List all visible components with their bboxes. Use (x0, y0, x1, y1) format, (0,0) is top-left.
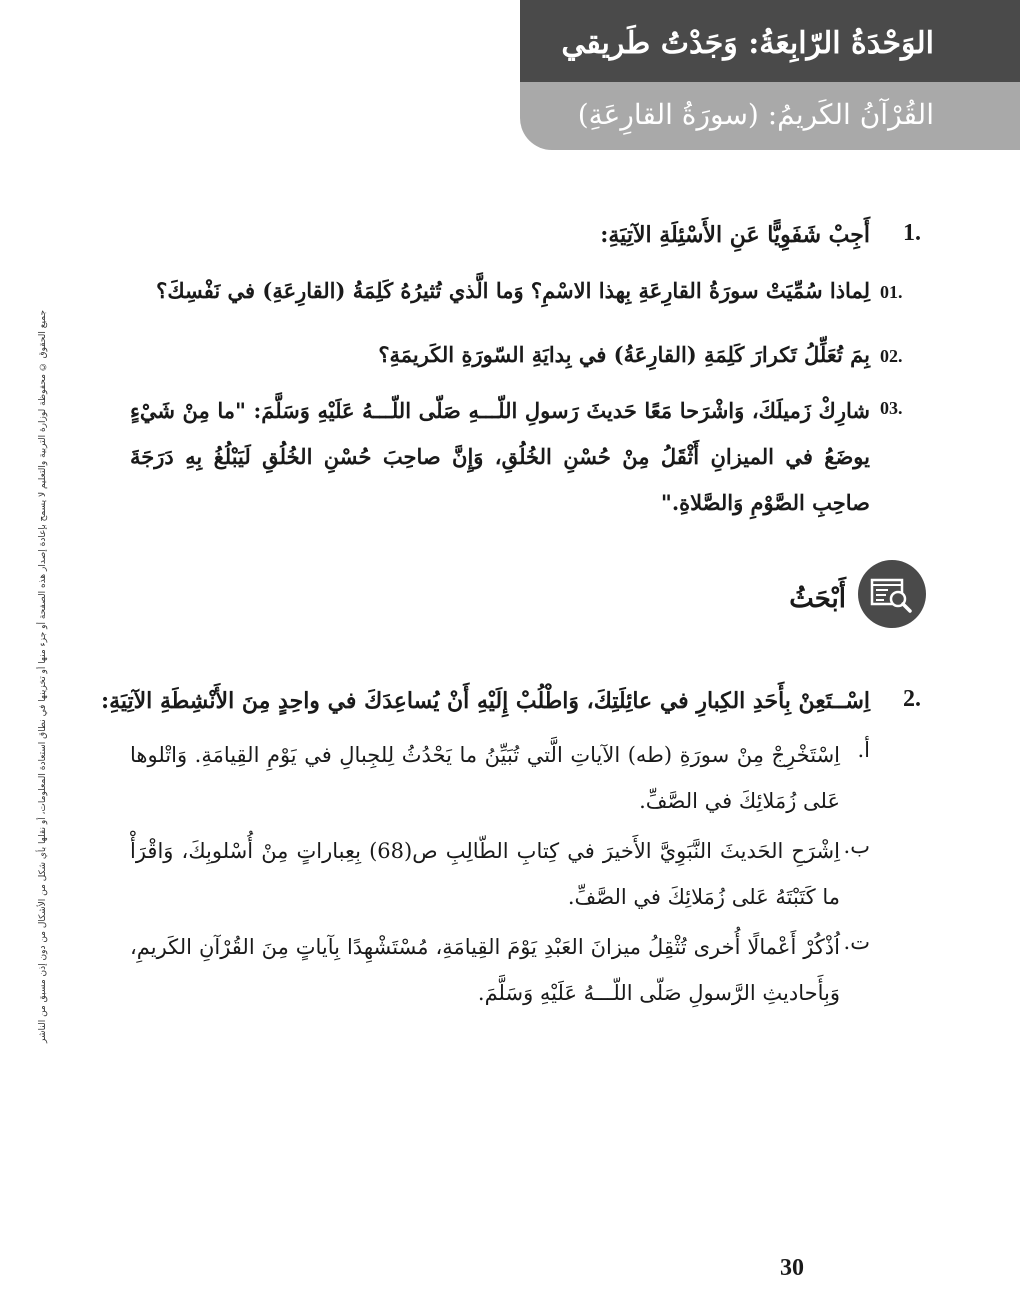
question-1-item-3-text: شارِكْ زَميلَكَ، وَاشْرَحا مَعًا حَديثَ رَسولِ اللّـــهِ صَلّى اللّـــهُ عَلَيْهِ وَسَلَّمَ: "ما مِنْ شَيْءٍ يوضَعُ في الميزانِ أَثْقَلُ مِنْ حُسْنِ الخُلُقِ، وَإِنَّ صاحِبَ حُسْنِ الخُلُقِ لَيَبْلُغُ بِهِ دَرَجَةَ صاحِبِ الصَّوْمِ وَالصَّلاةِ." (130, 398, 870, 515)
page-number: 30 (780, 1255, 804, 1281)
question-1-item-1-text: لِماذا سُمِّيَتْ سورَةُ القارِعَةِ بِهذا الاسْمِ؟ وَما الَّذي تُثيرُهُ كَلِمَةُ (القارِعَةِ) في نَفْسِكَ؟ (156, 278, 870, 303)
activity-b-letter: ب. (843, 834, 870, 858)
question-2-number: 2. (903, 686, 921, 712)
question-2-heading: اِسْــتَعِنْ بِأَحَدِ الكِبارِ في عائِلَتِكَ، وَاطْلُبْ إِلَيْهِ أَنْ يُساعِدَكَ في واحِدٍ مِنَ الأَنْشِطَةِ الآتِيَةِ: (100, 688, 870, 714)
search-document-icon (858, 560, 926, 628)
activity-t-text: اُذْكُرْ أَعْمالًا أُخرى تُثْقِلُ ميزانَ العَبْدِ يَوْمَ القِيامَةِ، مُسْتَشْهِدًا بِآياتٍ مِنَ القُرْآنِ الكَريمِ، وَبِأَحاديثِ الرَّسولِ صَلّى اللّـــهُ عَلَيْهِ وَسَلَّمَ. (130, 935, 840, 1005)
question-1-item-1-number: 01. (880, 282, 903, 302)
copyright-note: جميع الحقوق © محفوظة لوزارة التربية والتعليم لا يسمح بإعادة إصدار هذه الصفحة أو جزء منها أو تخزينها في نطاق استعادة المعلومات، أو نقلها بأي شكل من الأشكال من دون إذن مسبق من الناشر (38, 310, 48, 1044)
unit-title: الوَحْدَةُ الرّابِعَةُ: وَجَدْتُ طَريقي (561, 26, 934, 61)
activity-t-letter: ت. (843, 930, 870, 954)
lesson-title: القُرْآنُ الكَريمُ: (سورَةُ القارِعَةِ) (577, 98, 934, 131)
activity-a-letter: أ. (857, 738, 870, 762)
activity-b-text: اِشْرَحِ الحَديثَ النَّبَوِيَّ الأَخيرَ في كِتابِ الطّالِبِ ص(68) بِعِباراتٍ مِنْ أُسْلوبِكَ، وَاقْرَأْ ما كَتَبْتَهُ عَلى زُمَلائِكَ في الصَّفِّ. (130, 839, 840, 909)
question-1-item-3-number: 03. (880, 398, 903, 418)
research-label: أَبْحَثُ (789, 584, 846, 614)
question-1-number: 1. (903, 220, 921, 246)
question-1-heading: أَجِبْ شَفَوِيًّا عَنِ الأَسْئِلَةِ الآتِيَةِ: (600, 222, 870, 248)
question-1-item-2-number: 02. (880, 346, 903, 366)
question-1-item-2-text: بِمَ تُعَلِّلُ تَكرارَ كَلِمَةِ (القارِعَةُ) في بِدايَةِ السّورَةِ الكَريمَةِ؟ (378, 342, 870, 367)
activity-a-text: اِسْتَخْرِجْ مِنْ سورَةِ (طه) الآياتِ الَّتي تُبَيِّنُ ما يَحْدُثُ لِلجِبالِ في يَوْمِ القِيامَةِ. وَاتْلوها عَلى زُمَلائِكَ في الصَّفِّ. (130, 743, 840, 813)
